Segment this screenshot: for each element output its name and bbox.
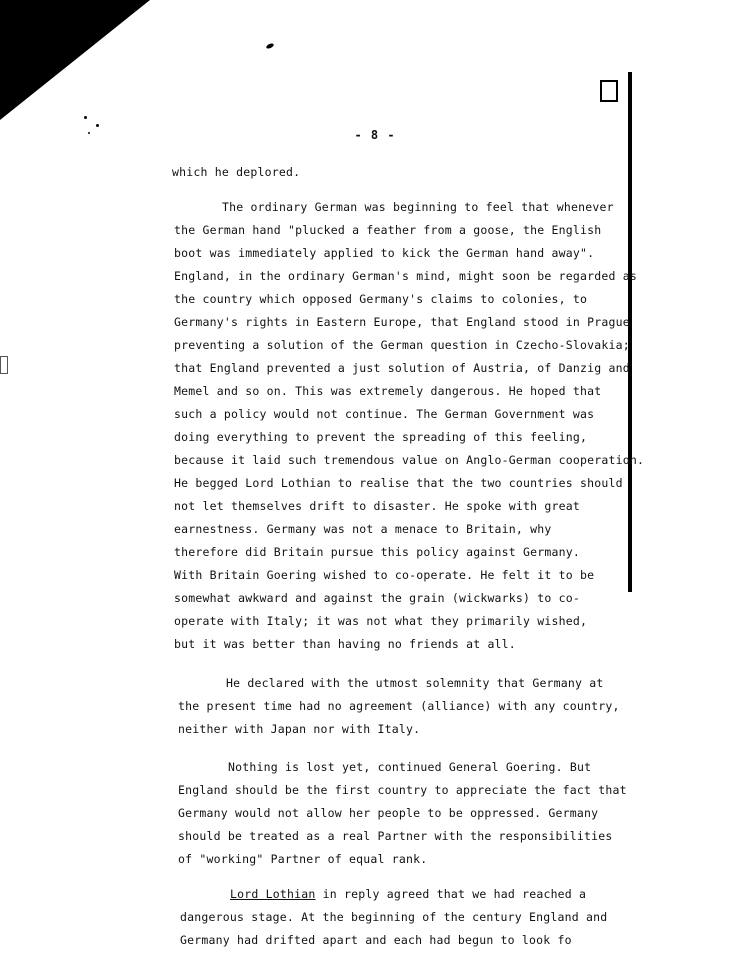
ink-speck bbox=[266, 42, 275, 49]
text-line: that England prevented a just solution of Austria, of Danzig and bbox=[174, 361, 630, 375]
text-line: of "working" Partner of equal rank. bbox=[178, 852, 428, 866]
text-line bbox=[230, 887, 586, 901]
text-line: Memel and so on. This was extremely dangerous. He hoped that bbox=[174, 384, 602, 398]
text-line: the country which opposed Germany's claims to colonies, to bbox=[174, 292, 588, 306]
text-line: the German hand "plucked a feather from a goose, the English bbox=[174, 223, 602, 237]
page-number: - 8 - bbox=[354, 128, 396, 142]
ink-speck bbox=[96, 124, 99, 127]
text-line: Nothing is lost yet, continued General Goering. But bbox=[228, 760, 592, 774]
text-line: which he deplored. bbox=[172, 165, 301, 179]
text-line: England should be the first country to appreciate the fact that bbox=[178, 783, 627, 797]
text-line: Germany would not allow her people to be oppressed. Germany bbox=[178, 806, 599, 820]
text-line: not let themselves drift to disaster. He spoke with great bbox=[174, 499, 581, 513]
speaker-name: Lord Lothian bbox=[230, 887, 316, 901]
text-line: England, in the ordinary German's mind, might soon be regarded as bbox=[174, 269, 638, 283]
scan-mark bbox=[600, 80, 618, 102]
text-line: somewhat awkward and against the grain (wickwarks) to co- bbox=[174, 591, 581, 605]
text-line: but it was better than having no friends at all. bbox=[174, 637, 516, 651]
text-line: earnestness. Germany was not a menace to Britain, why bbox=[174, 522, 552, 536]
scan-left-mark bbox=[0, 356, 8, 374]
text-line: therefore did Britain pursue this policy against Germany. bbox=[174, 545, 581, 559]
text-line: such a policy would not continue. The German Government was bbox=[174, 407, 595, 421]
text-line: He declared with the utmost solemnity that Germany at bbox=[226, 676, 604, 690]
text-line: dangerous stage. At the beginning of the century England and bbox=[180, 910, 608, 924]
text-line: should be treated as a real Partner with the responsibilities bbox=[178, 829, 613, 843]
text-line: because it laid such tremendous value on Anglo-German cooperation. bbox=[174, 453, 645, 467]
text-line: operate with Italy; it was not what they primarily wished, bbox=[174, 614, 588, 628]
text-line: Germany had drifted apart and each had begun to look fo bbox=[180, 933, 572, 947]
text-line: boot was immediately applied to kick the German hand away". bbox=[174, 246, 595, 260]
text-line: Germany's rights in Eastern Europe, that England stood in Prague bbox=[174, 315, 630, 329]
scan-right-edge bbox=[628, 72, 632, 592]
text-line: preventing a solution of the German question in Czecho-Slovakia; bbox=[174, 338, 630, 352]
ink-speck bbox=[84, 116, 87, 119]
text-line: doing everything to prevent the spreading of this feeling, bbox=[174, 430, 588, 444]
text-line: With Britain Goering wished to co-operate. He felt it to be bbox=[174, 568, 595, 582]
text-line: He begged Lord Lothian to realise that the two countries should bbox=[174, 476, 623, 490]
text-line: The ordinary German was beginning to feel that whenever bbox=[222, 200, 614, 214]
text-segment: in reply agreed that we had reached a bbox=[315, 887, 587, 901]
text-line: neither with Japan nor with Italy. bbox=[178, 722, 421, 736]
text-line: the present time had no agreement (alliance) with any country, bbox=[178, 699, 620, 713]
scan-dark-corner bbox=[0, 0, 150, 120]
